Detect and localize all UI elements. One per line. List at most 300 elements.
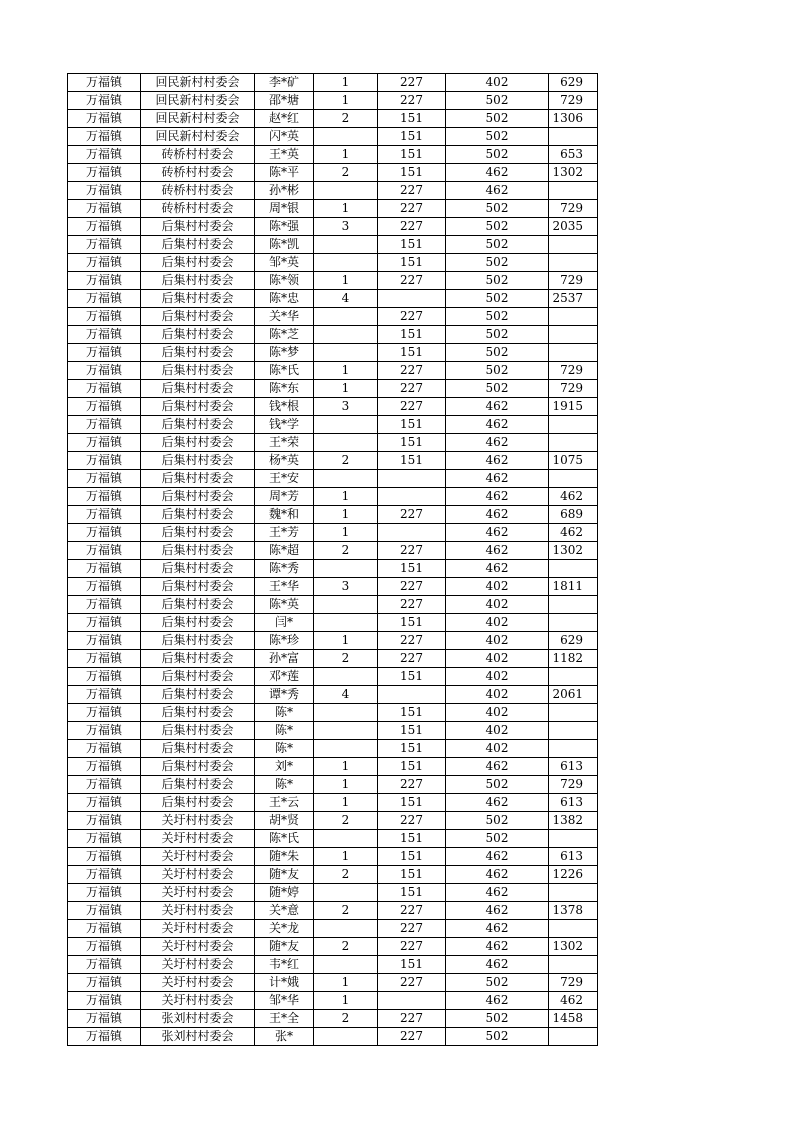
- total-cell: 2035: [549, 218, 598, 236]
- table-row: [68, 830, 598, 848]
- village-committee-cell: 关圩村村委会: [141, 938, 255, 956]
- total-cell: [549, 560, 598, 578]
- count-cell: 3: [314, 578, 378, 596]
- town-cell: 万福镇: [68, 326, 141, 344]
- town-cell: 万福镇: [68, 1010, 141, 1028]
- total-cell: 629: [549, 632, 598, 650]
- table-row: [68, 632, 598, 650]
- town-cell: 万福镇: [68, 974, 141, 992]
- amount-b-cell: 462: [446, 794, 549, 812]
- table-row: [68, 794, 598, 812]
- count-cell: 1: [314, 200, 378, 218]
- village-committee-cell: 后集村村委会: [141, 452, 255, 470]
- village-committee-cell: 后集村村委会: [141, 434, 255, 452]
- amount-a-cell: [378, 470, 446, 488]
- village-committee-cell: 回民新村村委会: [141, 110, 255, 128]
- amount-a-cell: 227: [378, 812, 446, 830]
- amount-b-cell: 502: [446, 326, 549, 344]
- total-cell: [549, 596, 598, 614]
- amount-b-cell: 462: [446, 956, 549, 974]
- amount-a-cell: 227: [378, 272, 446, 290]
- amount-a-cell: 151: [378, 740, 446, 758]
- amount-a-cell: 227: [378, 1010, 446, 1028]
- name-cell: 邹*英: [255, 254, 314, 272]
- count-cell: 3: [314, 218, 378, 236]
- table-row: [68, 614, 598, 632]
- total-cell: [549, 434, 598, 452]
- count-cell: 4: [314, 290, 378, 308]
- table-row: [68, 74, 598, 92]
- name-cell: 陈*领: [255, 272, 314, 290]
- village-committee-cell: 后集村村委会: [141, 272, 255, 290]
- name-cell: 随*婷: [255, 884, 314, 902]
- count-cell: 1: [314, 488, 378, 506]
- amount-a-cell: [378, 290, 446, 308]
- amount-b-cell: 462: [446, 542, 549, 560]
- name-cell: 李*矿: [255, 74, 314, 92]
- village-committee-cell: 后集村村委会: [141, 398, 255, 416]
- count-cell: 2: [314, 866, 378, 884]
- town-cell: 万福镇: [68, 812, 141, 830]
- count-cell: 2: [314, 938, 378, 956]
- village-committee-cell: 后集村村委会: [141, 506, 255, 524]
- amount-a-cell: 151: [378, 848, 446, 866]
- total-cell: 462: [549, 524, 598, 542]
- total-cell: 729: [549, 974, 598, 992]
- amount-a-cell: 151: [378, 344, 446, 362]
- name-cell: 关*意: [255, 902, 314, 920]
- village-committee-cell: 后集村村委会: [141, 326, 255, 344]
- amount-b-cell: 462: [446, 488, 549, 506]
- table-row: [68, 218, 598, 236]
- table-body: [68, 74, 598, 1046]
- amount-b-cell: 462: [446, 902, 549, 920]
- amount-a-cell: [378, 686, 446, 704]
- count-cell: 2: [314, 902, 378, 920]
- amount-a-cell: 227: [378, 938, 446, 956]
- total-cell: 729: [549, 200, 598, 218]
- amount-b-cell: 402: [446, 704, 549, 722]
- total-cell: 729: [549, 380, 598, 398]
- name-cell: 陈*梦: [255, 344, 314, 362]
- name-cell: 孙*富: [255, 650, 314, 668]
- name-cell: 陈*平: [255, 164, 314, 182]
- village-committee-cell: 后集村村委会: [141, 794, 255, 812]
- table-row: [68, 758, 598, 776]
- table-row: [68, 326, 598, 344]
- town-cell: 万福镇: [68, 416, 141, 434]
- amount-a-cell: 227: [378, 650, 446, 668]
- amount-a-cell: 151: [378, 704, 446, 722]
- amount-a-cell: 227: [378, 776, 446, 794]
- count-cell: [314, 596, 378, 614]
- village-committee-cell: 后集村村委会: [141, 632, 255, 650]
- amount-b-cell: 462: [446, 524, 549, 542]
- table-row: [68, 362, 598, 380]
- amount-b-cell: 462: [446, 416, 549, 434]
- amount-b-cell: 402: [446, 632, 549, 650]
- amount-a-cell: 151: [378, 236, 446, 254]
- total-cell: 729: [549, 92, 598, 110]
- amount-a-cell: 227: [378, 506, 446, 524]
- name-cell: 王*英: [255, 146, 314, 164]
- town-cell: 万福镇: [68, 236, 141, 254]
- town-cell: 万福镇: [68, 740, 141, 758]
- town-cell: 万福镇: [68, 848, 141, 866]
- town-cell: 万福镇: [68, 110, 141, 128]
- total-cell: [549, 308, 598, 326]
- town-cell: 万福镇: [68, 434, 141, 452]
- town-cell: 万福镇: [68, 938, 141, 956]
- name-cell: 杨*英: [255, 452, 314, 470]
- name-cell: 陈*氏: [255, 830, 314, 848]
- town-cell: 万福镇: [68, 488, 141, 506]
- table-row: [68, 308, 598, 326]
- total-cell: 629: [549, 74, 598, 92]
- total-cell: 729: [549, 362, 598, 380]
- count-cell: 2: [314, 110, 378, 128]
- table-row: [68, 740, 598, 758]
- count-cell: [314, 344, 378, 362]
- town-cell: 万福镇: [68, 578, 141, 596]
- total-cell: [549, 416, 598, 434]
- total-cell: 653: [549, 146, 598, 164]
- count-cell: 3: [314, 398, 378, 416]
- town-cell: 万福镇: [68, 884, 141, 902]
- name-cell: 张*: [255, 1028, 314, 1046]
- town-cell: 万福镇: [68, 560, 141, 578]
- amount-a-cell: 227: [378, 308, 446, 326]
- count-cell: [314, 326, 378, 344]
- name-cell: 谭*秀: [255, 686, 314, 704]
- table-row: [68, 938, 598, 956]
- town-cell: 万福镇: [68, 146, 141, 164]
- town-cell: 万福镇: [68, 830, 141, 848]
- count-cell: [314, 920, 378, 938]
- amount-b-cell: 462: [446, 884, 549, 902]
- amount-a-cell: 151: [378, 722, 446, 740]
- total-cell: 613: [549, 794, 598, 812]
- village-committee-cell: 后集村村委会: [141, 308, 255, 326]
- total-cell: [549, 614, 598, 632]
- amount-a-cell: 151: [378, 614, 446, 632]
- count-cell: [314, 434, 378, 452]
- name-cell: 陈*忠: [255, 290, 314, 308]
- town-cell: 万福镇: [68, 776, 141, 794]
- village-committee-cell: 张刘村村委会: [141, 1010, 255, 1028]
- count-cell: [314, 830, 378, 848]
- count-cell: 1: [314, 632, 378, 650]
- table-row: [68, 488, 598, 506]
- town-cell: 万福镇: [68, 614, 141, 632]
- count-cell: 1: [314, 758, 378, 776]
- count-cell: [314, 668, 378, 686]
- table-row: [68, 506, 598, 524]
- name-cell: 陈*东: [255, 380, 314, 398]
- town-cell: 万福镇: [68, 794, 141, 812]
- town-cell: 万福镇: [68, 164, 141, 182]
- village-committee-cell: 后集村村委会: [141, 776, 255, 794]
- village-committee-cell: 后集村村委会: [141, 344, 255, 362]
- count-cell: 1: [314, 974, 378, 992]
- amount-a-cell: 227: [378, 596, 446, 614]
- town-cell: 万福镇: [68, 866, 141, 884]
- amount-a-cell: 151: [378, 866, 446, 884]
- table-row: [68, 902, 598, 920]
- town-cell: 万福镇: [68, 632, 141, 650]
- name-cell: 陈*凯: [255, 236, 314, 254]
- amount-a-cell: 227: [378, 542, 446, 560]
- name-cell: 陈*: [255, 704, 314, 722]
- total-cell: [549, 128, 598, 146]
- table-row: [68, 236, 598, 254]
- name-cell: 邓*莲: [255, 668, 314, 686]
- amount-a-cell: 151: [378, 128, 446, 146]
- name-cell: 周*芳: [255, 488, 314, 506]
- village-committee-cell: 关圩村村委会: [141, 830, 255, 848]
- table-row: [68, 452, 598, 470]
- total-cell: [549, 236, 598, 254]
- table-row: [68, 434, 598, 452]
- village-committee-cell: 砖桥村村委会: [141, 146, 255, 164]
- town-cell: 万福镇: [68, 1028, 141, 1046]
- town-cell: 万福镇: [68, 290, 141, 308]
- name-cell: 陈*强: [255, 218, 314, 236]
- table-row: [68, 146, 598, 164]
- total-cell: [549, 956, 598, 974]
- amount-b-cell: 502: [446, 110, 549, 128]
- amount-a-cell: 151: [378, 956, 446, 974]
- table-row: [68, 650, 598, 668]
- amount-b-cell: 462: [446, 920, 549, 938]
- table-row: [68, 812, 598, 830]
- village-committee-cell: 后集村村委会: [141, 668, 255, 686]
- name-cell: 陈*芝: [255, 326, 314, 344]
- total-cell: 1915: [549, 398, 598, 416]
- amount-a-cell: 227: [378, 632, 446, 650]
- town-cell: 万福镇: [68, 686, 141, 704]
- total-cell: [549, 704, 598, 722]
- count-cell: 2: [314, 542, 378, 560]
- village-committee-cell: 后集村村委会: [141, 560, 255, 578]
- count-cell: 1: [314, 92, 378, 110]
- amount-b-cell: 462: [446, 758, 549, 776]
- table-row: [68, 182, 598, 200]
- amount-a-cell: 151: [378, 326, 446, 344]
- table-row: [68, 128, 598, 146]
- amount-a-cell: 227: [378, 1028, 446, 1046]
- name-cell: 随*朱: [255, 848, 314, 866]
- total-cell: [549, 830, 598, 848]
- table-row: [68, 884, 598, 902]
- name-cell: 孙*彬: [255, 182, 314, 200]
- amount-a-cell: [378, 992, 446, 1010]
- amount-b-cell: 502: [446, 218, 549, 236]
- name-cell: 赵*红: [255, 110, 314, 128]
- count-cell: 1: [314, 74, 378, 92]
- amount-a-cell: 151: [378, 830, 446, 848]
- total-cell: 1302: [549, 542, 598, 560]
- village-committee-cell: 后集村村委会: [141, 254, 255, 272]
- total-cell: [549, 740, 598, 758]
- total-cell: 1378: [549, 902, 598, 920]
- count-cell: 1: [314, 794, 378, 812]
- town-cell: 万福镇: [68, 704, 141, 722]
- village-committee-cell: 后集村村委会: [141, 362, 255, 380]
- town-cell: 万福镇: [68, 200, 141, 218]
- village-committee-cell: 关圩村村委会: [141, 920, 255, 938]
- amount-a-cell: 151: [378, 884, 446, 902]
- town-cell: 万福镇: [68, 272, 141, 290]
- total-cell: [549, 668, 598, 686]
- total-cell: 1306: [549, 110, 598, 128]
- amount-b-cell: 502: [446, 272, 549, 290]
- table-row: [68, 920, 598, 938]
- town-cell: 万福镇: [68, 74, 141, 92]
- amount-b-cell: 502: [446, 974, 549, 992]
- name-cell: 陈*超: [255, 542, 314, 560]
- town-cell: 万福镇: [68, 92, 141, 110]
- count-cell: 2: [314, 164, 378, 182]
- town-cell: 万福镇: [68, 362, 141, 380]
- count-cell: 1: [314, 146, 378, 164]
- count-cell: [314, 254, 378, 272]
- table-row: [68, 722, 598, 740]
- village-committee-cell: 后集村村委会: [141, 704, 255, 722]
- amount-a-cell: 227: [378, 362, 446, 380]
- amount-b-cell: 502: [446, 146, 549, 164]
- total-cell: 1302: [549, 164, 598, 182]
- amount-b-cell: 462: [446, 560, 549, 578]
- total-cell: [549, 182, 598, 200]
- table-row: [68, 398, 598, 416]
- table-row: [68, 416, 598, 434]
- name-cell: 陈*秀: [255, 560, 314, 578]
- count-cell: 1: [314, 272, 378, 290]
- table-row: [68, 524, 598, 542]
- name-cell: 随*友: [255, 938, 314, 956]
- name-cell: 邹*华: [255, 992, 314, 1010]
- count-cell: [314, 884, 378, 902]
- total-cell: 2061: [549, 686, 598, 704]
- amount-b-cell: 402: [446, 74, 549, 92]
- amount-b-cell: 462: [446, 992, 549, 1010]
- village-committee-cell: 后集村村委会: [141, 488, 255, 506]
- count-cell: [314, 560, 378, 578]
- count-cell: [314, 704, 378, 722]
- amount-a-cell: 151: [378, 794, 446, 812]
- table-row: [68, 110, 598, 128]
- town-cell: 万福镇: [68, 308, 141, 326]
- table-row: [68, 272, 598, 290]
- amount-a-cell: 227: [378, 200, 446, 218]
- amount-b-cell: 502: [446, 200, 549, 218]
- town-cell: 万福镇: [68, 524, 141, 542]
- amount-b-cell: 462: [446, 470, 549, 488]
- total-cell: [549, 1028, 598, 1046]
- village-committee-cell: 后集村村委会: [141, 470, 255, 488]
- total-cell: 613: [549, 848, 598, 866]
- amount-b-cell: 402: [446, 686, 549, 704]
- count-cell: [314, 128, 378, 146]
- amount-b-cell: 502: [446, 830, 549, 848]
- name-cell: 闫*: [255, 614, 314, 632]
- total-cell: 689: [549, 506, 598, 524]
- total-cell: 1382: [549, 812, 598, 830]
- total-cell: [549, 470, 598, 488]
- village-committee-cell: 关圩村村委会: [141, 848, 255, 866]
- table-row: [68, 974, 598, 992]
- table-row: [68, 866, 598, 884]
- count-cell: [314, 740, 378, 758]
- table-row: [68, 578, 598, 596]
- village-committee-cell: 后集村村委会: [141, 686, 255, 704]
- village-committee-cell: 后集村村委会: [141, 740, 255, 758]
- amount-b-cell: 462: [446, 452, 549, 470]
- amount-a-cell: 227: [378, 578, 446, 596]
- name-cell: 计*娥: [255, 974, 314, 992]
- name-cell: 关*龙: [255, 920, 314, 938]
- total-cell: 729: [549, 272, 598, 290]
- village-committee-cell: 关圩村村委会: [141, 902, 255, 920]
- count-cell: [314, 956, 378, 974]
- amount-b-cell: 462: [446, 398, 549, 416]
- name-cell: 关*华: [255, 308, 314, 326]
- amount-a-cell: [378, 524, 446, 542]
- name-cell: 王*全: [255, 1010, 314, 1028]
- name-cell: 闪*英: [255, 128, 314, 146]
- amount-b-cell: 502: [446, 308, 549, 326]
- town-cell: 万福镇: [68, 128, 141, 146]
- total-cell: 1811: [549, 578, 598, 596]
- village-committee-cell: 后集村村委会: [141, 614, 255, 632]
- amount-b-cell: 502: [446, 128, 549, 146]
- amount-b-cell: 402: [446, 722, 549, 740]
- amount-b-cell: 402: [446, 740, 549, 758]
- village-committee-cell: 关圩村村委会: [141, 956, 255, 974]
- table-row: [68, 164, 598, 182]
- town-cell: 万福镇: [68, 542, 141, 560]
- town-cell: 万福镇: [68, 344, 141, 362]
- total-cell: [549, 722, 598, 740]
- name-cell: 陈*: [255, 740, 314, 758]
- amount-b-cell: 502: [446, 812, 549, 830]
- village-committee-cell: 关圩村村委会: [141, 812, 255, 830]
- amount-a-cell: [378, 488, 446, 506]
- amount-b-cell: 502: [446, 362, 549, 380]
- village-committee-cell: 后集村村委会: [141, 380, 255, 398]
- amount-b-cell: 462: [446, 434, 549, 452]
- town-cell: 万福镇: [68, 254, 141, 272]
- table-row: [68, 596, 598, 614]
- amount-b-cell: 402: [446, 614, 549, 632]
- table-row: [68, 344, 598, 362]
- name-cell: 刘*: [255, 758, 314, 776]
- total-cell: [549, 254, 598, 272]
- count-cell: [314, 470, 378, 488]
- village-committee-cell: 砖桥村村委会: [141, 164, 255, 182]
- amount-a-cell: 151: [378, 560, 446, 578]
- table-row: [68, 704, 598, 722]
- amount-b-cell: 502: [446, 1010, 549, 1028]
- name-cell: 陈*: [255, 722, 314, 740]
- total-cell: 1302: [549, 938, 598, 956]
- name-cell: 王*荣: [255, 434, 314, 452]
- village-committee-cell: 回民新村村委会: [141, 128, 255, 146]
- total-cell: 462: [549, 992, 598, 1010]
- count-cell: 2: [314, 1010, 378, 1028]
- amount-b-cell: 462: [446, 506, 549, 524]
